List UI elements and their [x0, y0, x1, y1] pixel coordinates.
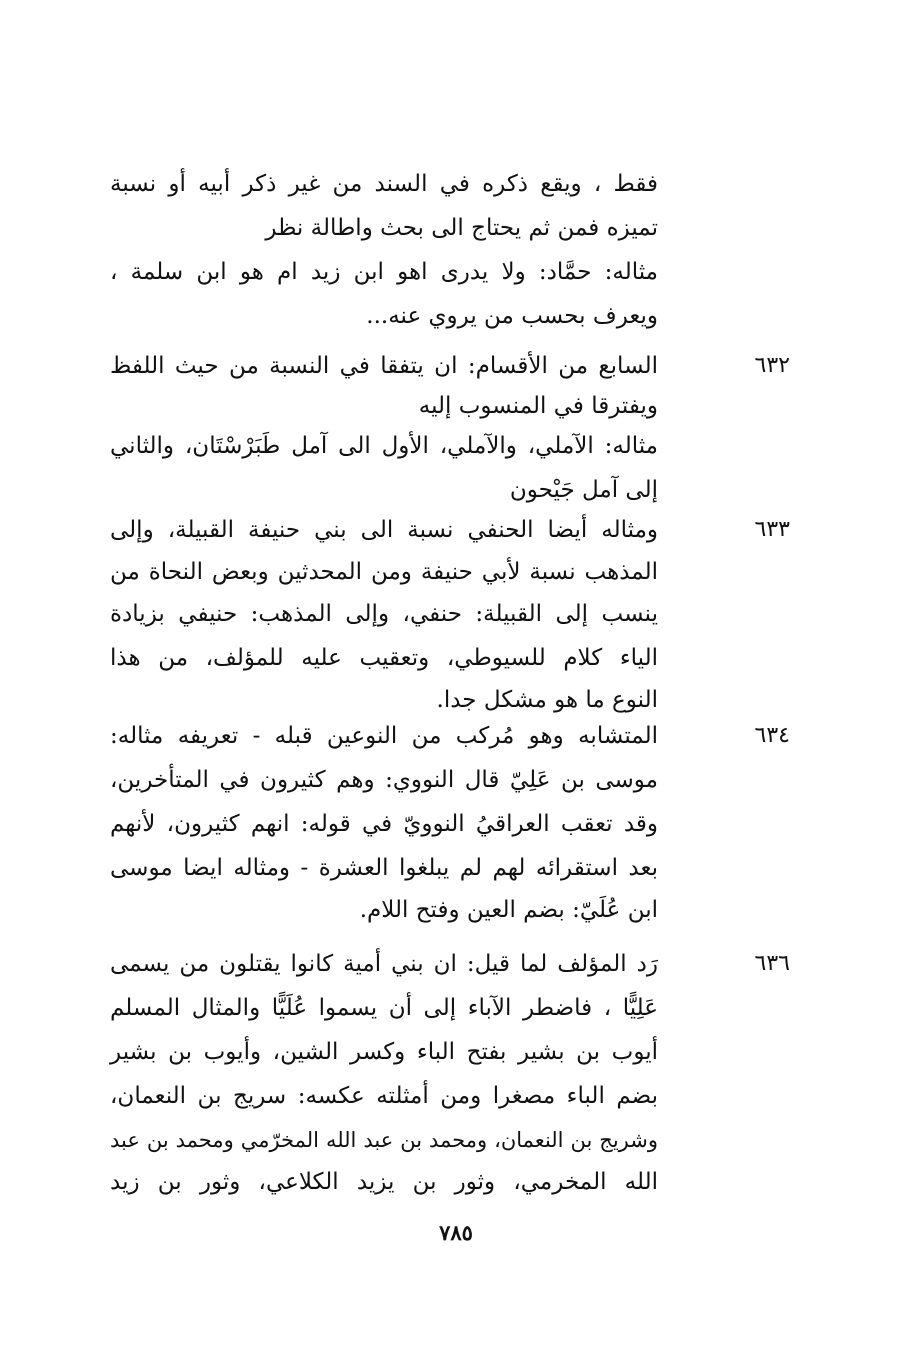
text-line: عَلِيًّا ، فاضطر الآباء إلى أن يسموا عُلَيًّا والمثال المسلم — [110, 995, 658, 1021]
text-line: النوع ما هو مشكل جدا. — [436, 687, 658, 713]
text-line: ينسب إلى القبيلة: حنفي، وإلى المذهب: حنيفي بزيادة — [110, 601, 658, 627]
text-line: فقط ، ويقع ذكره في السند من غير ذكر أبيه أو نسبة — [110, 171, 658, 197]
text-line: إلى آمل جَيْحون — [509, 477, 658, 503]
section-number: ٦٣٢ — [754, 353, 790, 378]
paragraph-634 — [110, 714, 658, 934]
text-line: ابن عُلَيّ: بضم العين وفتح اللام. — [359, 897, 658, 923]
text-line: المذهب نسبة لأبي حنيفة ومن المحدثين وبعض النحاة من — [110, 559, 658, 585]
paragraph-633 — [110, 508, 658, 728]
text-line: ويعرف بحسب من يروي عنه... — [366, 303, 658, 329]
page-number: ٧٨٥ — [439, 1220, 473, 1245]
text-line: وشريج بن النعمان، ومحمد بن عبد الله المخرّمي ومحمد بن عبد — [110, 1128, 658, 1152]
paragraph-636 — [110, 942, 658, 1206]
text-line: رَد المؤلف لما قيل: ان بني أمية كانوا يقتلون من يسمى — [110, 951, 658, 977]
text-line: أيوب بن بشير بفتح الباء وكسر الشين، وأيوب بن بشير — [110, 1039, 658, 1065]
text-line: ويفترقا في المنسوب إليه — [418, 393, 658, 419]
text-line: الياء كلام للسيوطي، وتعقيب عليه للمؤلف، من هذا — [110, 645, 658, 671]
text-line: موسى بن عَلِيّ قال النووي: وهم كثيرون في المتأخرين، — [110, 767, 658, 793]
text-line: وقد تعقب العراقيُ النوويّ في قوله: انهم كثيرون، لأنهم — [110, 811, 658, 837]
section-number: ٦٣٣ — [754, 517, 790, 542]
text-line: السابع من الأقسام: ان يتفقا في النسبة من حيث اللفظ — [110, 353, 658, 379]
text-line: المتشابه وهو مُركب من النوعين قبله - تعريفه مثاله: — [110, 723, 658, 749]
text-line: بعد استقرائه لهم لم يبلغوا العشرة - ومثاله ايضا موسى — [110, 855, 658, 881]
section-number: ٦٣٦ — [754, 951, 790, 976]
text-line: بضم الباء مصغرا ومن أمثلته عكسه: سريج بن النعمان، — [110, 1083, 658, 1109]
text-line: مثاله: الآملي، والآملي، الأول الى آمل طَبَرْسْتَان، والثاني — [110, 433, 658, 459]
paragraph-continuation — [110, 162, 658, 338]
text-line: مثاله: حمَّاد: ولا يدرى اهو ابن زيد ام هو ابن سلمة ، — [110, 259, 658, 285]
text-line: ومثاله أيضا الحنفي نسبة الى بني حنيفة القبيلة، وإلى — [110, 517, 658, 543]
text-line: تميزه فمن ثم يحتاج الى بحث واطالة نظر — [265, 215, 658, 241]
text-line: الله المخرمي، وثور بن يزيد الكلاعي، وثور بن زيد — [110, 1169, 658, 1195]
section-number: ٦٣٤ — [754, 723, 790, 748]
paragraph-632 — [110, 344, 658, 520]
